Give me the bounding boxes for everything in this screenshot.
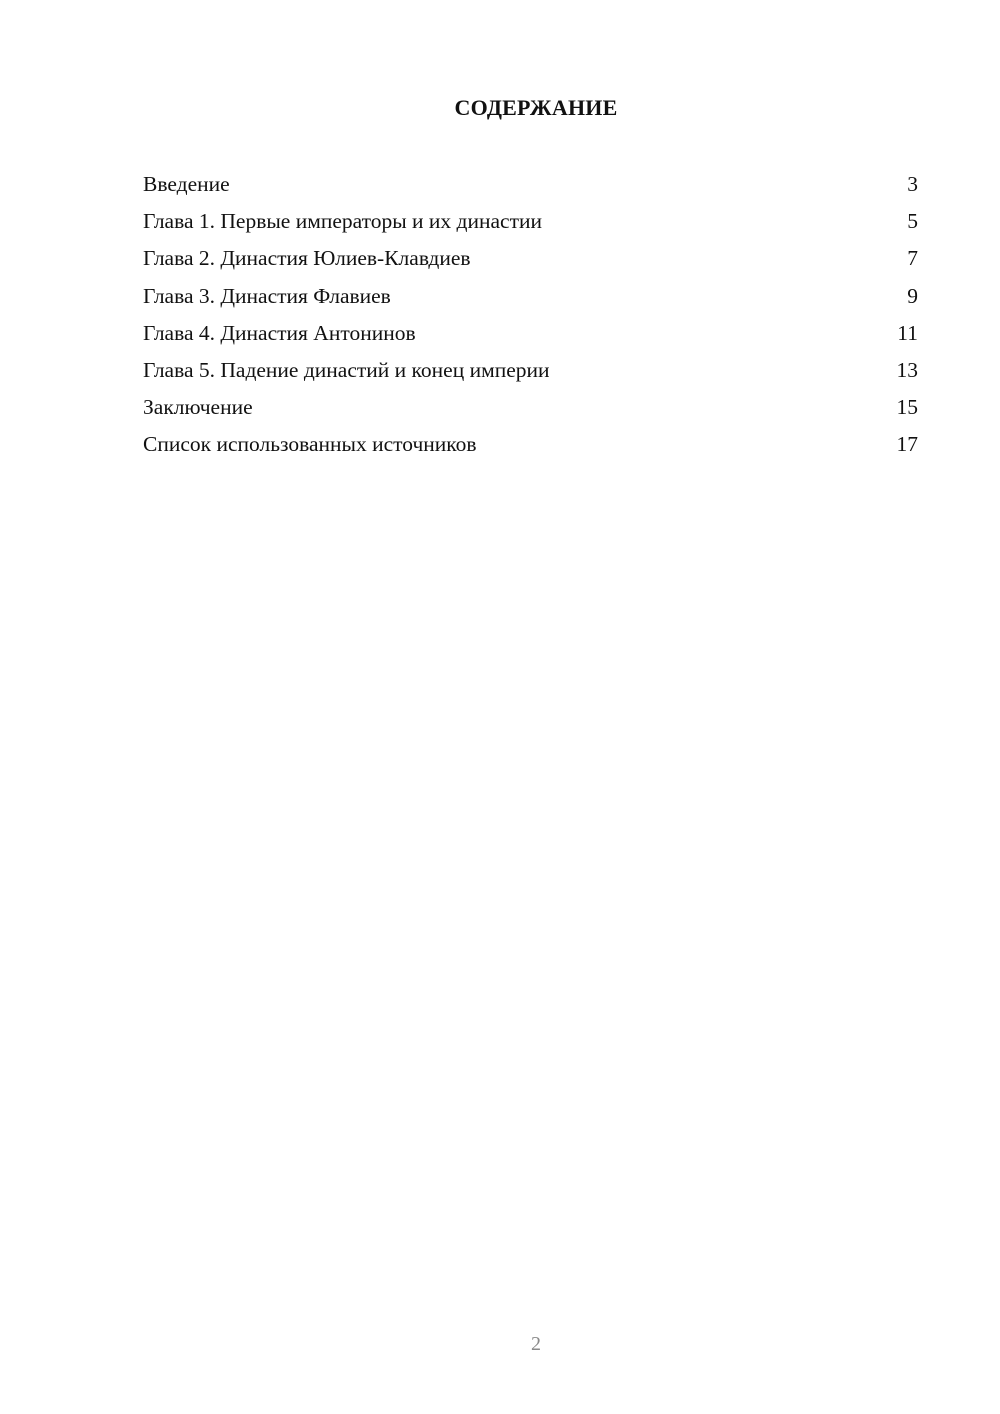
toc-entry-chapter-3 [143, 280, 918, 317]
toc-entry-label: Список использованных источников [143, 432, 477, 457]
toc-entry-chapter-5 [143, 354, 918, 391]
toc-entry-conclusion [143, 391, 918, 428]
toc-title: СОДЕРЖАНИЕ [454, 95, 618, 120]
toc-entry-page-number: 3 [907, 172, 918, 196]
toc-entry-page-number: 9 [907, 283, 918, 308]
table-of-contents [143, 168, 918, 466]
toc-entry-chapter-2 [143, 242, 918, 279]
toc-entry-label: Заключение [143, 395, 253, 420]
toc-entry-label: Глава 3. Династия Флавиев [143, 283, 391, 308]
toc-entry-page-number: 17 [896, 432, 918, 457]
toc-entry-chapter-4 [143, 317, 918, 354]
toc-entry-chapter-1 [143, 205, 918, 242]
toc-entry-page-number: 15 [896, 395, 918, 420]
toc-entry-label: Глава 5. Падение династий и конец империи [143, 357, 550, 382]
toc-entry-label: Введение [143, 172, 230, 196]
toc-entry-references [143, 428, 918, 465]
toc-entry-label: Глава 4. Династия Антонинов [143, 320, 416, 345]
toc-entry-label: Глава 2. Династия Юлиев-Клавдиев [143, 246, 471, 271]
page-number: 2 [531, 1333, 541, 1355]
toc-entry-page-number: 11 [897, 320, 918, 345]
toc-entry-introduction [143, 168, 918, 205]
toc-entry-label: Глава 1. Первые императоры и их династии [143, 209, 542, 234]
toc-entry-page-number: 13 [896, 357, 918, 382]
toc-entry-page-number: 5 [907, 209, 918, 234]
toc-entry-page-number: 7 [907, 246, 918, 271]
